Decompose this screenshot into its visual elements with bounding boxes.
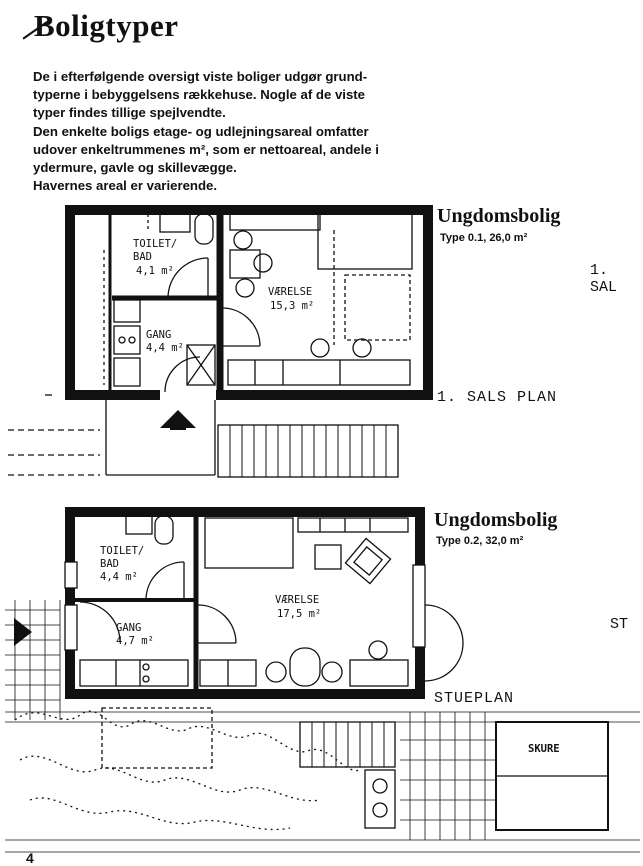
shed-label: SKURE [528,743,560,755]
room-area: 17,5 m² [277,608,322,620]
intro-line: Den enkelte boligs etage- og udlejningsareal omfatter [33,123,369,139]
unit1-heading: Ungdomsbolig [437,205,561,227]
intro-line: De i efterfølgende oversigt viste boliger udgør grund- [33,69,368,84]
room-area: 4,7 m² [116,635,154,647]
room-label: TOILET/ [133,238,178,250]
room-area: 4,4 m² [100,571,138,583]
unit2-plan-label: STUEPLAN [434,690,515,707]
unit2-type: Type 0.2, 32,0 m² [436,535,524,547]
unit1-side-label: 1. SAL [590,262,618,296]
page-title: Boligtyper [34,8,179,43]
intro-line: udover enkeltrummenes m², som er nettoareal, andele i [33,141,379,157]
unit1-plan-label: 1. SALS PLAN [437,389,558,406]
entry-arrow-icon [14,618,32,646]
page-number: 4 [26,850,34,866]
room-label: BAD [133,251,152,263]
room-label: VÆRELSE [268,286,313,298]
floor-plan-1 [8,210,428,477]
room-label: TOILET/ [100,545,145,557]
room-area: 4,4 m² [146,342,184,354]
intro-line: typerne i bebyggelsens rækkehuse. Nogle af de viste [33,87,366,103]
room-label: VÆRELSE [275,594,320,606]
unit1-type: Type 0.1, 26,0 m² [440,232,528,244]
room-area: 4,1 m² [136,265,174,277]
room-label: GANG [146,329,172,341]
intro-line: typer findes tillige spejlvendte. [33,105,226,121]
room-area: 15,3 m² [270,300,315,312]
unit2-heading: Ungdomsbolig [434,509,558,531]
room-label: BAD [100,558,119,570]
plan1-outer-wall [70,210,428,395]
unit2-side-label: ST [610,616,629,633]
room-label: GANG [116,622,142,634]
entry-arrow-icon [160,410,196,428]
intro-line: ydermure, gavle og skillevægge. [33,160,237,176]
intro-line: Havernes areal er varierende. [33,178,218,194]
